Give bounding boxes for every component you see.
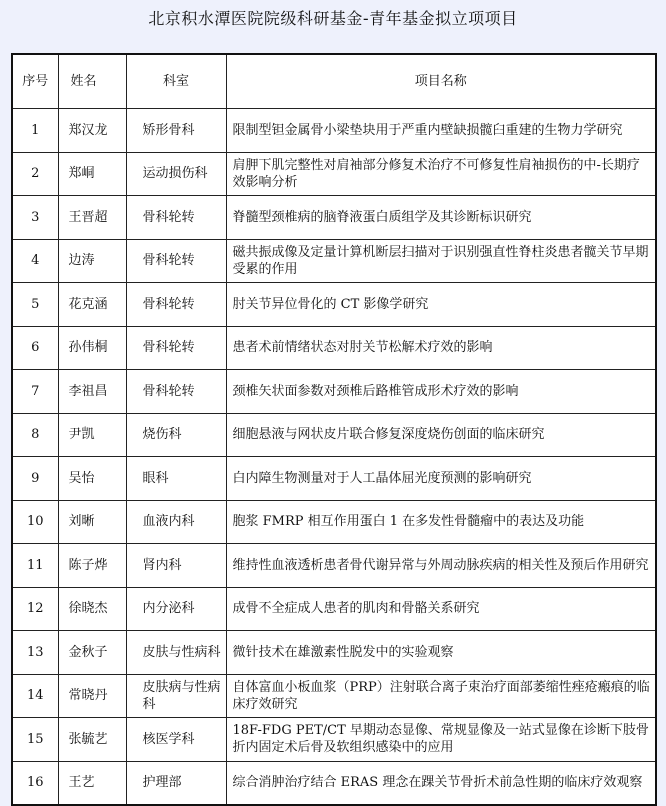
row-name: 郑汉龙 <box>58 109 126 153</box>
row-name: 王艺 <box>58 761 126 805</box>
row-num: 15 <box>12 718 58 762</box>
row-name: 陈子烨 <box>58 544 126 588</box>
row-name: 王晋超 <box>58 196 126 240</box>
table-row <box>12 413 656 457</box>
table-row <box>12 283 656 327</box>
table-row <box>12 196 656 240</box>
row-dept: 眼科 <box>126 457 226 501</box>
row-num: 3 <box>12 196 58 240</box>
row-project: 细胞悬液与网状皮片联合修复深度烧伤创面的临床研究 <box>226 413 656 457</box>
row-project: 磁共振成像及定量计算机断层扫描对于识别强直性脊柱炎患者髋关节早期受累的作用 <box>226 239 656 283</box>
row-project: 胞浆 FMRP 相互作用蛋白 1 在多发性骨髓瘤中的表达及功能 <box>226 500 656 544</box>
table-row <box>12 587 656 631</box>
header-num: 序号 <box>12 54 58 109</box>
row-num: 6 <box>12 326 58 370</box>
table-row <box>12 109 656 153</box>
row-project: 维持性血液透析患者骨代谢异常与外周动脉疾病的相关性及预后作用研究 <box>226 544 656 588</box>
header-project: 项目名称 <box>226 54 656 109</box>
row-num: 8 <box>12 413 58 457</box>
table-row <box>12 457 656 501</box>
row-num: 16 <box>12 761 58 805</box>
table-row <box>12 326 656 370</box>
row-project: 颈椎矢状面参数对颈椎后路椎管成形术疗效的影响 <box>226 370 656 414</box>
row-name: 徐晓杰 <box>58 587 126 631</box>
row-project: 成骨不全症成人患者的肌肉和骨骼关系研究 <box>226 587 656 631</box>
row-name: 边涛 <box>58 239 126 283</box>
row-dept: 肾内科 <box>126 544 226 588</box>
header-dept: 科室 <box>126 54 226 109</box>
row-project: 肩胛下肌完整性对肩袖部分修复术治疗不可修复性肩袖损伤的中-长期疗效影响分析 <box>226 152 656 196</box>
table-row <box>12 718 656 762</box>
table-row <box>12 370 656 414</box>
table-row <box>12 674 656 718</box>
row-dept: 运动损伤科 <box>126 152 226 196</box>
table-row <box>12 152 656 196</box>
row-dept: 骨科轮转 <box>126 196 226 240</box>
row-dept: 核医学科 <box>126 718 226 762</box>
row-name: 郑峒 <box>58 152 126 196</box>
row-project: 患者术前情绪状态对肘关节松解术疗效的影响 <box>226 326 656 370</box>
row-num: 2 <box>12 152 58 196</box>
row-dept: 皮肤病与性病科 <box>126 674 226 718</box>
row-project: 综合消肿治疗结合 ERAS 理念在踝关节骨折术前急性期的临床疗效观察 <box>226 761 656 805</box>
row-num: 9 <box>12 457 58 501</box>
row-name: 常晓丹 <box>58 674 126 718</box>
header-name: 姓名 <box>58 54 126 109</box>
table-row <box>12 500 656 544</box>
table-header-row <box>12 54 656 109</box>
row-name: 孙伟桐 <box>58 326 126 370</box>
row-dept: 骨科轮转 <box>126 326 226 370</box>
row-dept: 皮肤与性病科 <box>126 631 226 675</box>
row-project: 肘关节异位骨化的 CT 影像学研究 <box>226 283 656 327</box>
row-num: 7 <box>12 370 58 414</box>
table-row <box>12 239 656 283</box>
table-row <box>12 544 656 588</box>
row-num: 1 <box>12 109 58 153</box>
row-dept: 内分泌科 <box>126 587 226 631</box>
row-num: 14 <box>12 674 58 718</box>
row-dept: 骨科轮转 <box>126 239 226 283</box>
row-project: 18F-FDG PET/CT 早期动态显像、常规显像及一站式显像在诊断下肢骨折内固定术后骨及软组织感染中的应用 <box>226 718 656 762</box>
row-project: 脊髓型颈椎病的脑脊液蛋白质组学及其诊断标识研究 <box>226 196 656 240</box>
row-name: 尹凯 <box>58 413 126 457</box>
table-row <box>12 761 656 805</box>
row-num: 13 <box>12 631 58 675</box>
row-name: 金秋子 <box>58 631 126 675</box>
row-project: 自体富血小板血浆（PRP）注射联合离子束治疗面部萎缩性痤疮瘢痕的临床疗效研究 <box>226 674 656 718</box>
page-title: 北京积水潭医院院级科研基金-青年基金拟立项项目 <box>148 9 518 28</box>
row-project: 微针技术在雄激素性脱发中的实验观察 <box>226 631 656 675</box>
table-row <box>12 631 656 675</box>
row-num: 12 <box>12 587 58 631</box>
row-name: 花克涵 <box>58 283 126 327</box>
row-dept: 烧伤科 <box>126 413 226 457</box>
row-dept: 骨科轮转 <box>126 370 226 414</box>
row-name: 刘晰 <box>58 500 126 544</box>
row-num: 11 <box>12 544 58 588</box>
row-num: 10 <box>12 500 58 544</box>
row-dept: 护理部 <box>126 761 226 805</box>
row-name: 吴怡 <box>58 457 126 501</box>
row-num: 4 <box>12 239 58 283</box>
row-dept: 矫形骨科 <box>126 109 226 153</box>
project-table <box>11 53 657 806</box>
row-dept: 血液内科 <box>126 500 226 544</box>
row-project: 白内障生物测量对于人工晶体屈光度预测的影响研究 <box>226 457 656 501</box>
row-name: 李祖昌 <box>58 370 126 414</box>
row-num: 5 <box>12 283 58 327</box>
row-dept: 骨科轮转 <box>126 283 226 327</box>
row-project: 限制型钽金属骨小梁垫块用于严重内壁缺损髋臼重建的生物力学研究 <box>226 109 656 153</box>
row-name: 张毓艺 <box>58 718 126 762</box>
